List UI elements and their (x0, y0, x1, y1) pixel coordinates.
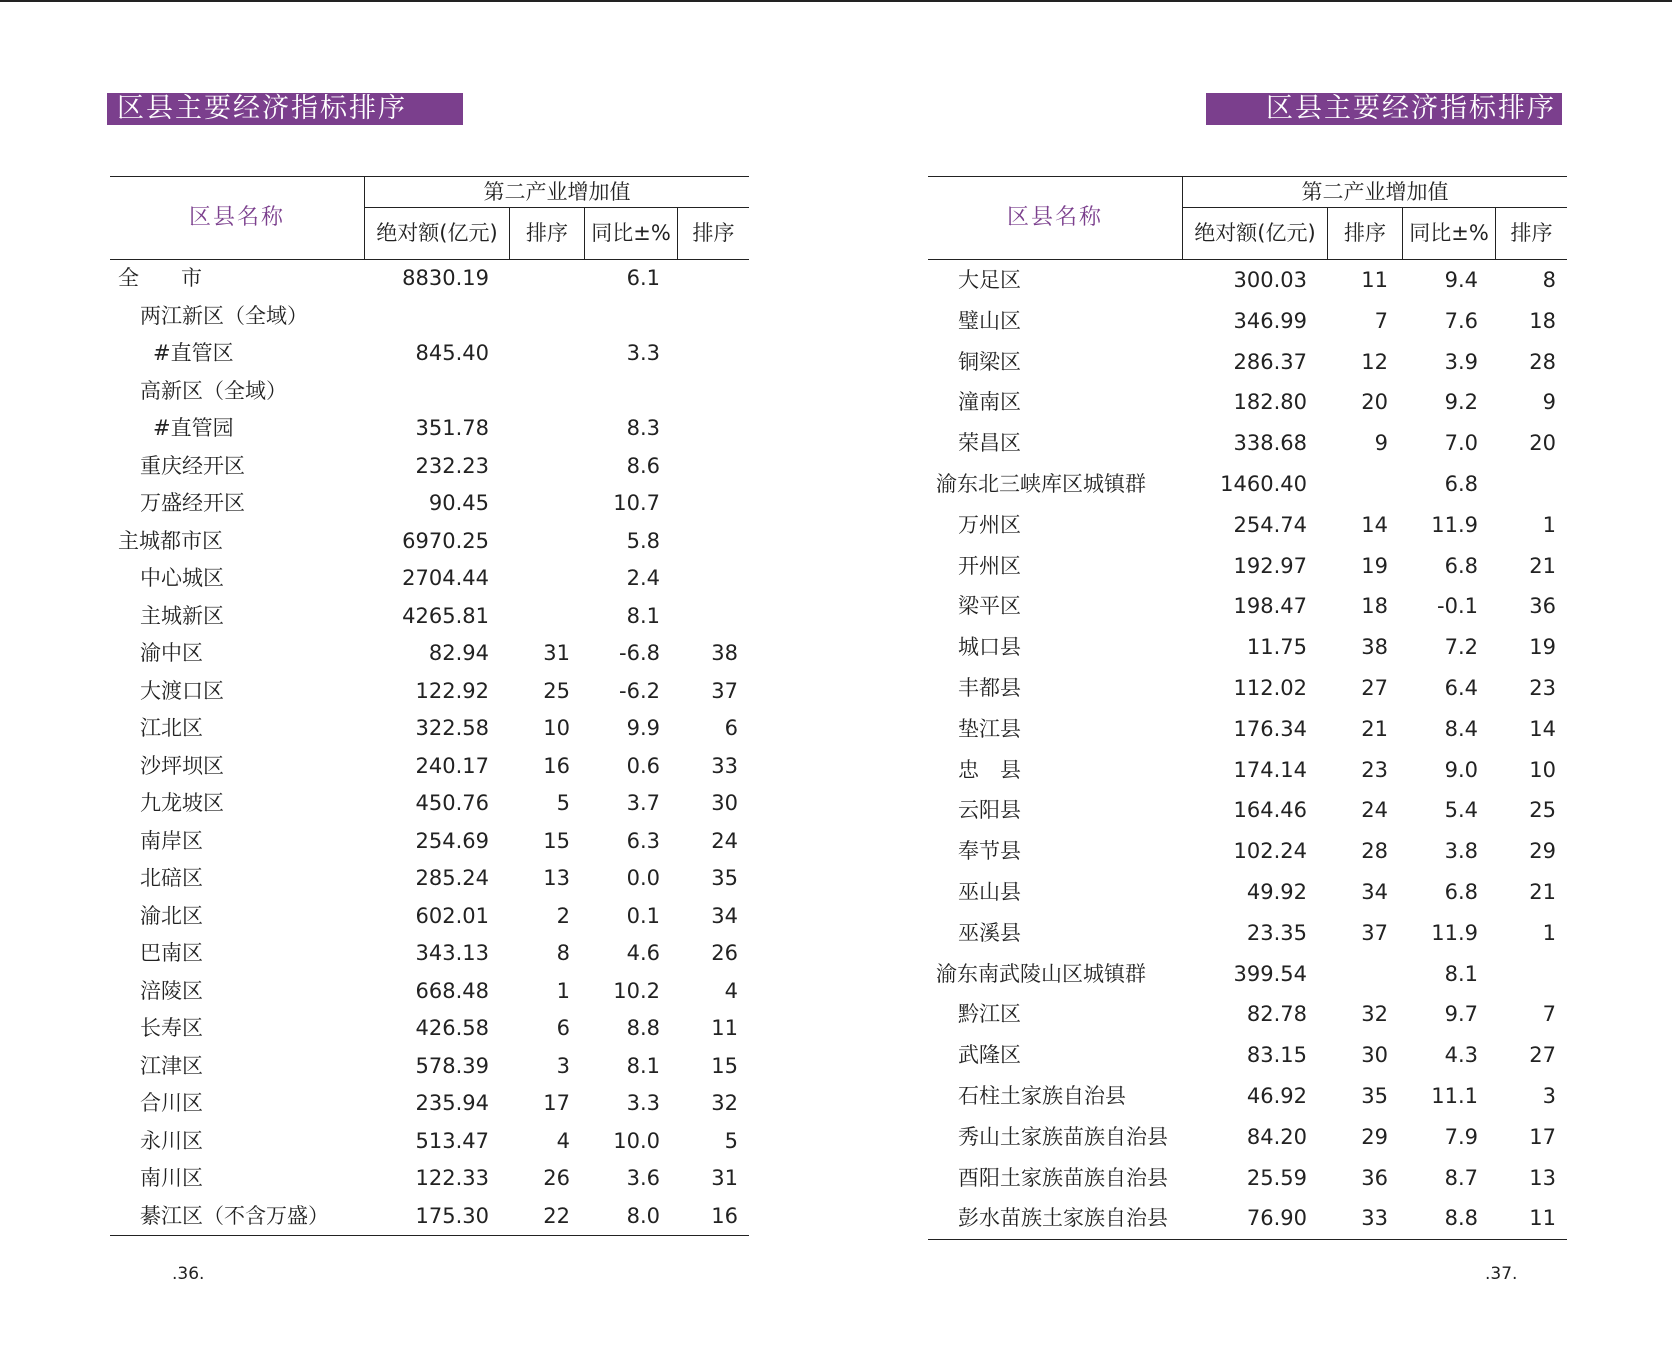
district-name-cell: 万州区 (958, 512, 1021, 537)
absolute-value-cell: 2704.44 (402, 566, 489, 590)
section-banner: 区县主要经济指标排序 (1206, 93, 1562, 125)
absolute-value-cell: 49.92 (1246, 879, 1307, 904)
rank-cell: 14 (1361, 512, 1388, 537)
table-bottom-rule (110, 1235, 749, 1236)
yoy-rank-cell: 20 (1529, 431, 1556, 456)
table-row (110, 523, 749, 561)
district-name-cell: 黔江区 (958, 1002, 1021, 1027)
table-row (110, 335, 749, 373)
absolute-value-cell: 232.23 (415, 453, 489, 478)
yoy-rank-cell: 29 (1529, 839, 1556, 864)
absolute-value-cell: 198.47 (1233, 594, 1307, 619)
yoy-rank-cell: 11 (1529, 1206, 1556, 1231)
rank-cell: 23 (1361, 757, 1388, 782)
yoy-cell: 10.2 (613, 978, 660, 1003)
table-row (110, 260, 749, 298)
table-bottom-rule (928, 1239, 1567, 1240)
yoy-cell: 8.0 (626, 1203, 660, 1228)
district-name-cell: 全 市 (118, 266, 202, 290)
district-name-cell: 巫山县 (958, 879, 1021, 904)
yoy-cell: 6.1 (626, 266, 660, 290)
yoy-cell: 6.4 (1444, 675, 1478, 700)
rank-cell: 13 (543, 866, 570, 890)
district-name-cell: 武隆区 (958, 1043, 1021, 1068)
yoy-rank-cell: 30 (711, 791, 738, 815)
district-name-cell: 大渡口区 (140, 678, 224, 703)
table-row (110, 1160, 749, 1198)
absolute-value-cell: 164.46 (1233, 798, 1307, 823)
yoy-cell: 7.0 (1444, 431, 1478, 456)
rank-cell: 17 (543, 1091, 570, 1115)
yoy-cell: 3.7 (626, 791, 660, 815)
yoy-cell: 5.8 (626, 528, 660, 553)
absolute-value-cell: 112.02 (1233, 675, 1307, 700)
table-row (928, 750, 1567, 791)
yoy-rank-cell: 7 (1542, 1002, 1556, 1027)
yoy-cell: 3.8 (1444, 839, 1478, 864)
absolute-value-cell: 11.75 (1246, 635, 1307, 660)
table-row (928, 831, 1567, 872)
table-row (928, 586, 1567, 627)
yoy-rank-cell: 18 (1529, 308, 1556, 333)
header-group-title: 第二产业增加值 (1183, 177, 1567, 208)
rank-cell: 18 (1361, 594, 1388, 619)
section-banner: 区县主要经济指标排序 (107, 93, 463, 125)
header-yoy: 同比±% (1403, 208, 1496, 259)
yoy-cell: 6.8 (1444, 553, 1478, 578)
indicator-table (928, 176, 1567, 1240)
absolute-value-cell: 182.80 (1233, 390, 1307, 415)
district-name-cell: 渝中区 (140, 641, 203, 665)
yoy-cell: 0.6 (626, 753, 660, 778)
table-row (928, 505, 1567, 546)
yoy-rank-cell: 6 (724, 716, 738, 740)
district-name-cell: 中心城区 (140, 566, 224, 590)
yoy-rank-cell: 31 (711, 1166, 738, 1190)
district-name-cell: 沙坪坝区 (140, 753, 224, 778)
district-name-cell: 璧山区 (958, 308, 1021, 333)
absolute-value-cell: 513.47 (415, 1128, 489, 1153)
table-row (928, 872, 1567, 913)
table-row (110, 898, 749, 936)
rank-cell: 10 (543, 716, 570, 740)
yoy-rank-cell: 34 (711, 903, 738, 928)
table-row (110, 598, 749, 636)
yoy-cell: 7.6 (1444, 308, 1478, 333)
header-district-name: 区县名称 (928, 177, 1183, 259)
rank-cell: 21 (1361, 716, 1388, 741)
table-row (928, 1158, 1567, 1199)
district-name-cell: 荣昌区 (958, 431, 1021, 456)
table-row (110, 785, 749, 823)
rank-cell: 30 (1361, 1043, 1388, 1068)
absolute-value-cell: 6970.25 (402, 528, 489, 553)
yoy-cell: 6.3 (626, 828, 660, 853)
table-row (110, 860, 749, 898)
absolute-value-cell: 240.17 (415, 753, 489, 778)
table-row (928, 546, 1567, 587)
absolute-value-cell: 46.92 (1246, 1083, 1307, 1108)
table-row (928, 913, 1567, 954)
table-row (928, 301, 1567, 342)
yoy-rank-cell: 38 (711, 641, 738, 665)
district-name-cell: 江北区 (140, 716, 203, 740)
absolute-value-cell: 102.24 (1233, 839, 1307, 864)
page-number: .36. (172, 1264, 205, 1284)
district-name-cell: 綦江区（不含万盛） (140, 1203, 329, 1228)
rank-cell: 6 (556, 1016, 570, 1040)
district-name-cell: 巴南区 (140, 941, 203, 965)
rank-cell: 27 (1361, 675, 1388, 700)
rank-cell: 22 (543, 1203, 570, 1228)
yoy-cell: 10.7 (613, 491, 660, 515)
district-name-cell: 南川区 (140, 1166, 203, 1190)
yoy-cell: -6.2 (619, 678, 660, 703)
table-row (110, 710, 749, 748)
absolute-value-cell: 426.58 (415, 1016, 489, 1040)
yoy-cell: 3.6 (626, 1166, 660, 1190)
yoy-cell: 4.3 (1444, 1043, 1478, 1068)
rank-cell: 28 (1361, 839, 1388, 864)
yoy-rank-cell: 35 (711, 866, 738, 890)
table-row (110, 448, 749, 486)
yoy-cell: 11.1 (1431, 1083, 1478, 1108)
header-rank-yoy: 排序 (692, 221, 735, 245)
table-row (110, 1123, 749, 1161)
district-name-cell: 垫江县 (958, 716, 1021, 741)
table-row (928, 464, 1567, 505)
table-row (110, 485, 749, 523)
rank-cell: 16 (543, 753, 570, 778)
absolute-value-cell: 578.39 (415, 1053, 489, 1078)
absolute-value-cell: 122.33 (415, 1166, 489, 1190)
table-body (110, 260, 749, 1235)
yoy-rank-cell: 26 (711, 941, 738, 965)
district-name-cell: 两江新区（全域） (140, 303, 308, 328)
yoy-rank-cell: 21 (1529, 879, 1556, 904)
table-row (110, 1010, 749, 1048)
table-row (110, 823, 749, 861)
yoy-rank-cell: 13 (1529, 1165, 1556, 1190)
yoy-cell: 8.7 (1444, 1165, 1478, 1190)
yoy-cell: 8.1 (1444, 961, 1478, 986)
district-name-cell: 秀山土家族苗族自治县 (958, 1124, 1168, 1149)
header-group-title: 第二产业增加值 (365, 177, 749, 208)
district-name-cell: 主城新区 (140, 603, 224, 628)
district-name-cell: 彭水苗族土家族自治县 (958, 1206, 1168, 1231)
yoy-cell: 6.8 (1444, 879, 1478, 904)
yoy-cell: 8.1 (626, 603, 660, 628)
yoy-cell: 9.4 (1444, 268, 1478, 292)
page-number: .37. (1485, 1264, 1518, 1284)
yoy-cell: 11.9 (1431, 512, 1478, 537)
yoy-cell: 3.9 (1444, 349, 1478, 374)
district-name-cell: 万盛经开区 (140, 491, 245, 515)
header-rank-yoy: 排序 (1510, 221, 1553, 245)
indicator-table (110, 176, 749, 1236)
yoy-rank-cell: 14 (1529, 716, 1556, 741)
district-name-cell: 合川区 (140, 1091, 203, 1115)
rank-cell: 2 (556, 903, 570, 928)
absolute-value-cell: 4265.81 (402, 603, 489, 628)
district-name-cell: 北碚区 (140, 866, 203, 890)
rank-cell: 3 (556, 1053, 570, 1078)
rank-cell: 31 (543, 641, 570, 665)
absolute-value-cell: 668.48 (415, 978, 489, 1003)
yoy-rank-cell: 5 (724, 1128, 738, 1153)
absolute-value-cell: 254.74 (1233, 512, 1307, 537)
district-name-cell: 永川区 (140, 1128, 203, 1153)
district-name-cell: 大足区 (958, 268, 1021, 292)
left-page (0, 0, 780, 1353)
yoy-rank-cell: 36 (1529, 594, 1556, 619)
yoy-cell: 8.4 (1444, 716, 1478, 741)
header-district-name: 区县名称 (110, 177, 365, 259)
right-page (836, 0, 1616, 1353)
rank-cell: 7 (1374, 308, 1388, 333)
yoy-cell: 11.9 (1431, 920, 1478, 945)
rank-cell: 1 (556, 978, 570, 1003)
absolute-value-cell: 254.69 (415, 828, 489, 853)
absolute-value-cell: 82.94 (428, 641, 489, 665)
yoy-cell: -6.8 (619, 641, 660, 665)
rank-cell: 20 (1361, 390, 1388, 415)
yoy-cell: 0.0 (626, 866, 660, 890)
table-header (928, 176, 1567, 260)
rank-cell: 11 (1361, 268, 1388, 292)
yoy-cell: 3.3 (626, 1091, 660, 1115)
yoy-rank-cell: 3 (1542, 1083, 1556, 1108)
absolute-value-cell: 845.40 (415, 341, 489, 365)
table-row (110, 1198, 749, 1236)
yoy-cell: 2.4 (626, 566, 660, 590)
district-name-cell: 潼南区 (958, 390, 1021, 415)
table-row (110, 1048, 749, 1086)
district-name-cell: 主城都市区 (118, 528, 223, 553)
table-header (110, 176, 749, 260)
yoy-rank-cell: 8 (1542, 268, 1556, 292)
rank-cell: 5 (556, 791, 570, 815)
yoy-cell: 7.9 (1444, 1124, 1478, 1149)
yoy-cell: 8.6 (626, 453, 660, 478)
rank-cell: 12 (1361, 349, 1388, 374)
yoy-cell: 9.7 (1444, 1002, 1478, 1027)
district-name-cell: 涪陵区 (140, 978, 203, 1003)
yoy-rank-cell: 17 (1529, 1124, 1556, 1149)
district-name-cell: 云阳县 (958, 798, 1021, 823)
absolute-value-cell: 1460.40 (1220, 471, 1307, 496)
header-rank: 排序 (510, 208, 585, 259)
table-row (110, 673, 749, 711)
rank-cell: 15 (543, 828, 570, 853)
absolute-value-cell: 192.97 (1233, 553, 1307, 578)
yoy-rank-cell: 4 (724, 978, 738, 1003)
yoy-rank-cell: 19 (1529, 635, 1556, 660)
absolute-value-cell: 23.35 (1246, 920, 1307, 945)
rank-cell: 32 (1361, 1002, 1388, 1027)
yoy-cell: 9.2 (1444, 390, 1478, 415)
yoy-cell: -0.1 (1437, 594, 1478, 619)
table-row (928, 954, 1567, 995)
absolute-value-cell: 343.13 (415, 941, 489, 965)
absolute-value-cell: 351.78 (415, 416, 489, 440)
yoy-rank-cell: 25 (1529, 798, 1556, 823)
header-rank: 排序 (1328, 208, 1403, 259)
yoy-cell: 8.1 (626, 1053, 660, 1078)
absolute-value-cell: 84.20 (1246, 1124, 1307, 1149)
absolute-value-cell: 235.94 (415, 1091, 489, 1115)
rank-cell: 38 (1361, 635, 1388, 660)
district-name-cell: 江津区 (140, 1053, 203, 1078)
district-name-cell: 城口县 (958, 635, 1021, 660)
table-row (928, 260, 1567, 301)
header-yoy: 同比±% (585, 208, 678, 259)
table-row (110, 748, 749, 786)
absolute-value-cell: 346.99 (1233, 308, 1307, 333)
district-name-cell: 渝北区 (140, 903, 203, 928)
rank-cell: 26 (543, 1166, 570, 1190)
yoy-cell: 9.0 (1444, 757, 1478, 782)
header-absolute: 绝对额(亿元) (1183, 208, 1328, 259)
absolute-value-cell: 82.78 (1246, 1002, 1307, 1027)
rank-cell: 24 (1361, 798, 1388, 823)
absolute-value-cell: 285.24 (415, 866, 489, 890)
table-row (110, 635, 749, 673)
absolute-value-cell: 450.76 (415, 791, 489, 815)
table-row (928, 423, 1567, 464)
yoy-rank-cell: 24 (711, 828, 738, 853)
district-name-cell: 石柱土家族自治县 (958, 1083, 1126, 1108)
district-name-cell: 渝东北三峡库区城镇群 (936, 471, 1146, 496)
district-name-cell: 高新区（全域） (140, 378, 287, 403)
rank-cell: 8 (556, 941, 570, 965)
table-row (928, 1198, 1567, 1239)
rank-cell: 36 (1361, 1165, 1388, 1190)
table-row (928, 1035, 1567, 1076)
rank-cell: 33 (1361, 1206, 1388, 1231)
yoy-rank-cell: 16 (711, 1203, 738, 1228)
absolute-value-cell: 399.54 (1233, 961, 1307, 986)
rank-cell: 4 (556, 1128, 570, 1153)
rank-cell: 9 (1374, 431, 1388, 456)
absolute-value-cell: 602.01 (415, 903, 489, 928)
table-row (110, 410, 749, 448)
yoy-rank-cell: 1 (1542, 920, 1556, 945)
absolute-value-cell: 76.90 (1246, 1206, 1307, 1231)
table-row (110, 1085, 749, 1123)
table-row (928, 382, 1567, 423)
yoy-cell: 3.3 (626, 341, 660, 365)
district-name-cell: 梁平区 (958, 594, 1021, 619)
yoy-cell: 4.6 (626, 941, 660, 965)
yoy-cell: 9.9 (626, 716, 660, 740)
yoy-rank-cell: 21 (1529, 553, 1556, 578)
table-row (928, 1117, 1567, 1158)
rank-cell: 35 (1361, 1083, 1388, 1108)
absolute-value-cell: 322.58 (415, 716, 489, 740)
absolute-value-cell: 175.30 (415, 1203, 489, 1228)
yoy-cell: 6.8 (1444, 471, 1478, 496)
absolute-value-cell: 122.92 (415, 678, 489, 703)
table-row (110, 373, 749, 411)
table-body (928, 260, 1567, 1239)
district-name-cell: 南岸区 (140, 828, 203, 853)
table-row (928, 627, 1567, 668)
table-row (110, 560, 749, 598)
yoy-rank-cell: 27 (1529, 1043, 1556, 1068)
absolute-value-cell: 338.68 (1233, 431, 1307, 456)
table-row (928, 790, 1567, 831)
district-name-cell: #直管区 (153, 341, 234, 365)
yoy-rank-cell: 33 (711, 753, 738, 778)
yoy-rank-cell: 1 (1542, 512, 1556, 537)
absolute-value-cell: 83.15 (1246, 1043, 1307, 1068)
yoy-rank-cell: 28 (1529, 349, 1556, 374)
table-row (928, 342, 1567, 383)
district-name-cell: 长寿区 (140, 1016, 203, 1040)
table-row (928, 709, 1567, 750)
rank-cell: 37 (1361, 920, 1388, 945)
district-name-cell: 奉节县 (958, 839, 1021, 864)
district-name-cell: 忠 县 (958, 757, 1021, 782)
table-row (928, 994, 1567, 1035)
table-row (928, 668, 1567, 709)
rank-cell: 19 (1361, 553, 1388, 578)
header-absolute: 绝对额(亿元) (365, 208, 510, 259)
yoy-cell: 8.3 (626, 416, 660, 440)
yoy-cell: 8.8 (1444, 1206, 1478, 1231)
table-row (110, 973, 749, 1011)
absolute-value-cell: 25.59 (1246, 1165, 1307, 1190)
district-name-cell: #直管园 (153, 416, 234, 440)
district-name-cell: 渝东南武陵山区城镇群 (936, 961, 1146, 986)
yoy-rank-cell: 10 (1529, 757, 1556, 782)
absolute-value-cell: 174.14 (1233, 757, 1307, 782)
rank-cell: 25 (543, 678, 570, 703)
table-row (110, 298, 749, 336)
district-name-cell: 铜梁区 (958, 349, 1021, 374)
yoy-rank-cell: 37 (711, 678, 738, 703)
rank-cell: 29 (1361, 1124, 1388, 1149)
yoy-cell: 8.8 (626, 1016, 660, 1040)
district-name-cell: 酉阳土家族苗族自治县 (958, 1165, 1168, 1190)
yoy-cell: 0.1 (626, 903, 660, 928)
district-name-cell: 开州区 (958, 553, 1021, 578)
table-row (110, 935, 749, 973)
district-name-cell: 丰都县 (958, 675, 1021, 700)
absolute-value-cell: 286.37 (1233, 349, 1307, 374)
absolute-value-cell: 90.45 (428, 491, 489, 515)
rank-cell: 34 (1361, 879, 1388, 904)
yoy-rank-cell: 9 (1542, 390, 1556, 415)
table-row (928, 1076, 1567, 1117)
district-name-cell: 九龙坡区 (140, 791, 224, 815)
yoy-cell: 5.4 (1444, 798, 1478, 823)
yoy-rank-cell: 11 (711, 1016, 738, 1040)
district-name-cell: 巫溪县 (958, 920, 1021, 945)
district-name-cell: 重庆经开区 (140, 453, 245, 478)
absolute-value-cell: 176.34 (1233, 716, 1307, 741)
yoy-rank-cell: 23 (1529, 675, 1556, 700)
yoy-rank-cell: 15 (711, 1053, 738, 1078)
absolute-value-cell: 300.03 (1233, 268, 1307, 292)
absolute-value-cell: 8830.19 (402, 266, 489, 290)
yoy-cell: 10.0 (613, 1128, 660, 1153)
yoy-rank-cell: 32 (711, 1091, 738, 1115)
yoy-cell: 7.2 (1444, 635, 1478, 660)
